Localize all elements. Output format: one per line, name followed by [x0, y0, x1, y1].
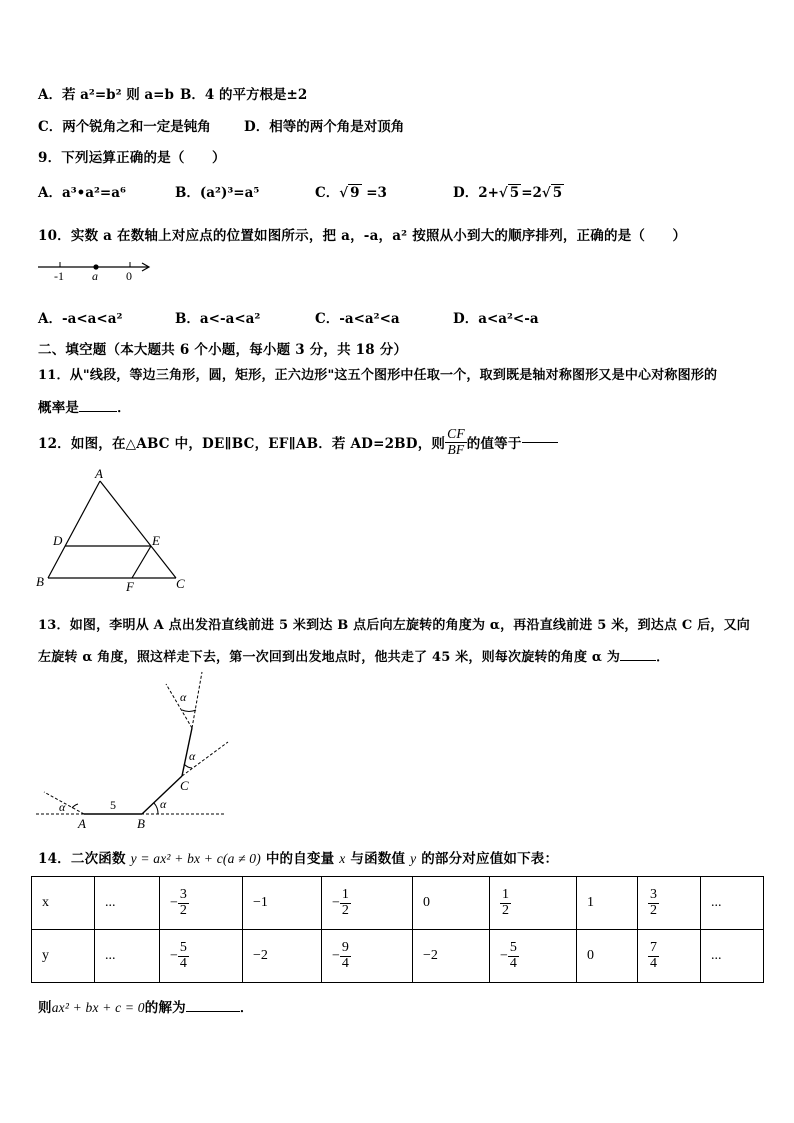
table-cell: − $\frac{3}{2}$: [160, 877, 243, 930]
label-F: F: [126, 579, 134, 594]
table-cell: −2: [413, 930, 490, 983]
table-cell: $\frac{3}{2}$: [638, 877, 701, 930]
alpha-c: α: [189, 749, 196, 763]
table-cell: − $\frac{1}{2}$: [322, 877, 413, 930]
q9-option-c: C．√ 9 =3: [315, 185, 387, 201]
table-cell: ...: [701, 877, 764, 930]
section-heading: 二、填空题（本大题共 6 个小题，每小题 3 分，共 18 分）: [38, 342, 408, 358]
label-a: a: [92, 269, 98, 283]
alpha-b: α: [160, 797, 167, 811]
label-neg-one: -1: [54, 269, 64, 283]
angle-arc-a: [72, 804, 78, 808]
q9-option-d: D．2+√ 5 =2√ 5: [453, 185, 563, 201]
q9-option-a: A．a³•a²=a⁶: [38, 185, 126, 201]
table-row-y: [32, 930, 764, 983]
value-table: [31, 876, 764, 983]
q10-stem: 10．实数 a 在数轴上对应点的位置如图所示，把 a，-a，a² 按照从小到大的顺序排列，正确的是（ ）: [38, 228, 687, 244]
q11-line1: 11．从"线段，等边三角形，圆，矩形，正六边形"这五个图形中任取一个，取到既是轴对称图形又是中心对称图形的: [38, 368, 718, 383]
table-cell: − $\frac{5}{4}$: [160, 930, 243, 983]
label-C: C: [176, 576, 185, 591]
table-cell: − $\frac{5}{4}$: [490, 930, 577, 983]
label-A: A: [95, 466, 103, 481]
number-line-figure: [36, 258, 156, 284]
q14-answer-blank: [186, 1011, 240, 1012]
q13-line2: 左旋转 α 角度，照这样走下去，第一次回到出发地点时，他共走了 45 米，则每次旋转的角度 α 为 ．: [38, 650, 670, 665]
label-A: A: [78, 816, 86, 831]
label-C: C: [180, 778, 189, 793]
q14-stem: 14．二次函数 y = ax² + bx + c(a ≠ 0) 中的自变量 x 与函数值 y 的部分对应值如下表：: [38, 851, 559, 867]
alpha-d: α: [180, 690, 187, 704]
length-label: 5: [110, 798, 116, 812]
q11-line2: 概率是 ．: [38, 400, 131, 416]
q10-option-d: D．a<a²<-a: [453, 311, 539, 327]
table-cell: −2: [243, 930, 322, 983]
q9-stem: 9．下列运算正确的是（ ）: [38, 150, 226, 166]
table-cell: − $\frac{9}{4}$: [322, 930, 413, 983]
d-extension-2: [166, 684, 192, 728]
side-ac: [100, 481, 176, 578]
q12-answer-blank: [522, 442, 558, 443]
table-cell: 1: [577, 877, 638, 930]
q14-answer-line: 则ax² + bx + c = 0的解为 ．: [38, 1000, 254, 1016]
q10-option-a: A．-a<a<a²: [38, 311, 123, 327]
alpha-a: α: [59, 800, 66, 814]
side-ab: [48, 481, 100, 578]
angle-arc-d: [182, 710, 196, 711]
segment-ef: [132, 546, 151, 578]
q10-option-c: C．-a<a²<a: [315, 311, 400, 327]
q8-option-d: D．相等的两个角是对顶角: [244, 119, 405, 135]
angle-arc-b: [154, 803, 158, 814]
label-D: D: [53, 533, 63, 548]
label-zero: 0: [126, 269, 132, 283]
table-cell: $\frac{1}{2}$: [490, 877, 577, 930]
label-B: B: [137, 816, 145, 831]
table-header-y: y: [32, 930, 95, 983]
table-cell: 0: [577, 930, 638, 983]
q8-option-b: B．4 的平方根是±2: [180, 87, 308, 103]
q8-option-c: C．两个锐角之和一定是钝角: [38, 119, 211, 135]
q12-stem: 12．如图，在△ABC 中，DE∥BC，EF∥AB．若 AD=2BD，则 $\frac{CF}{BF}$ 的值等于: [38, 424, 558, 460]
table-cell: ...: [701, 930, 764, 983]
q12-fraction: $\frac{CF}{BF}$: [447, 426, 465, 457]
triangle-figure: [34, 466, 194, 594]
q13-answer-blank: [620, 660, 656, 661]
q10-option-b: B．a<-a<a²: [175, 311, 261, 327]
label-E: E: [152, 533, 160, 548]
q11-answer-blank: [79, 411, 117, 412]
table-cell: ...: [95, 877, 160, 930]
q14-function: y = ax² + bx + c(a ≠ 0): [130, 851, 261, 866]
table-cell: −1: [243, 877, 322, 930]
angle-arc-c: [184, 764, 192, 768]
q8-option-a: A．若 a²=b² 则 a=b: [38, 87, 174, 103]
table-row-x: [32, 877, 764, 930]
q9-option-b: B．(a²)³=a⁵: [175, 185, 260, 201]
q13-line1: 13．如图，李明从 A 点出发沿直线前进 5 米到达 B 点后向左旋转的角度为 α，再沿直线前进 5 米，到达点 C 后，又向: [38, 618, 750, 633]
table-cell: ...: [95, 930, 160, 983]
label-B: B: [36, 574, 44, 589]
table-header-x: x: [32, 877, 95, 930]
path-figure: [34, 668, 234, 834]
table-cell: 0: [413, 877, 490, 930]
table-cell: $\frac{7}{4}$: [638, 930, 701, 983]
d-extension-1: [192, 672, 202, 728]
